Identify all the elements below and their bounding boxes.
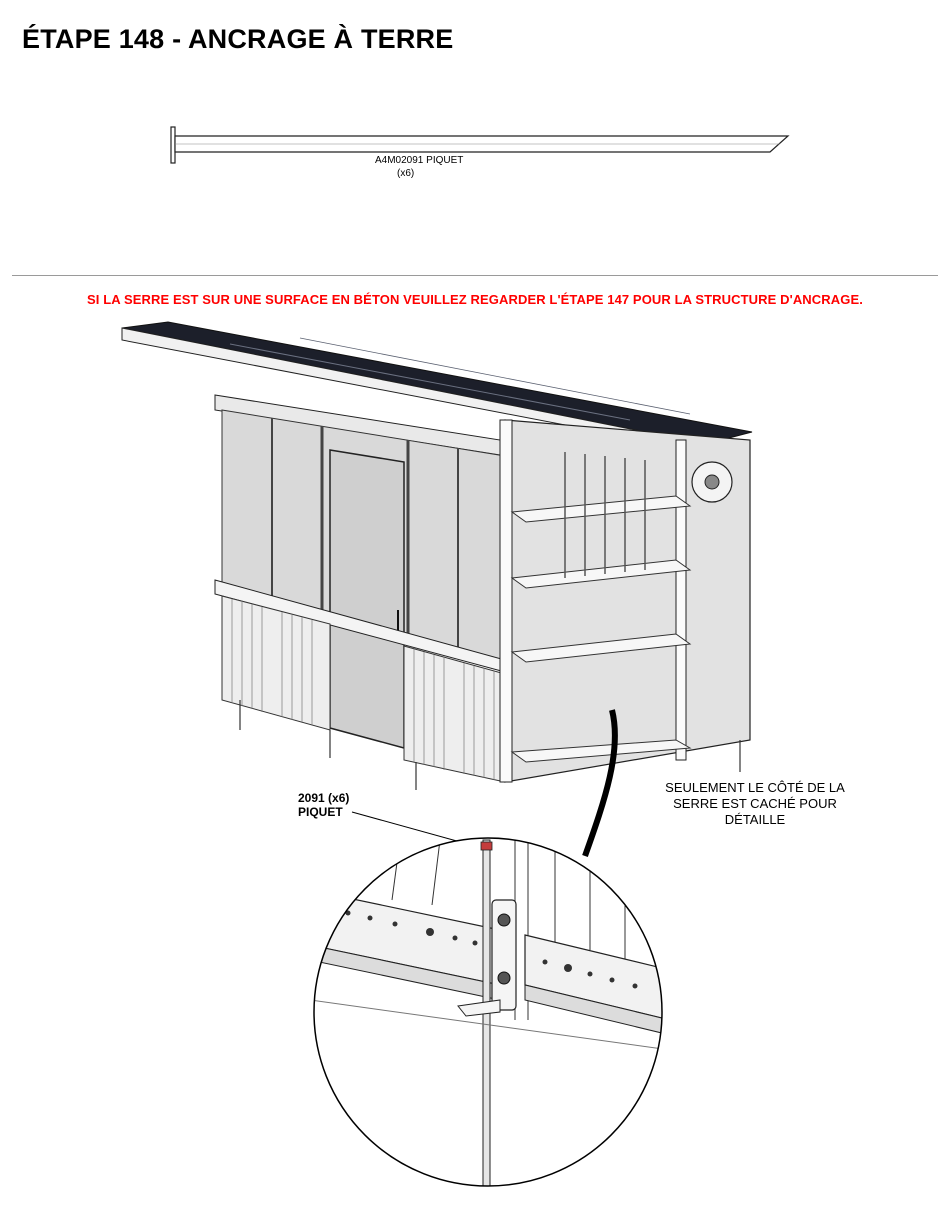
detail-view (300, 830, 680, 1200)
part-code-label: A4M02091 PIQUET (375, 155, 464, 166)
note-line-2: SERRE EST CACHÉ POUR (673, 796, 837, 811)
part-quantity: (x6) (397, 168, 415, 179)
note-line-3: DÉTAILLE (724, 812, 786, 827)
concrete-warning: SI LA SERRE EST SUR UNE SURFACE EN BÉTON VEUILLEZ REGARDER L'ÉTAPE 147 POUR LA STRUCTURE D'ANCRAGE. (87, 292, 863, 307)
note-line-1: SEULEMENT LE CÔTÉ DE LA (665, 780, 845, 795)
hidden-side-note (640, 780, 870, 828)
door (330, 450, 404, 748)
stake (483, 840, 490, 1200)
callout-part-name: PIQUET (298, 805, 343, 819)
stake-callout (298, 791, 349, 819)
callout-part-qty: 2091 (x6) (298, 791, 350, 805)
step-title: ÉTAPE 148 - ANCRAGE À TERRE (22, 24, 454, 54)
